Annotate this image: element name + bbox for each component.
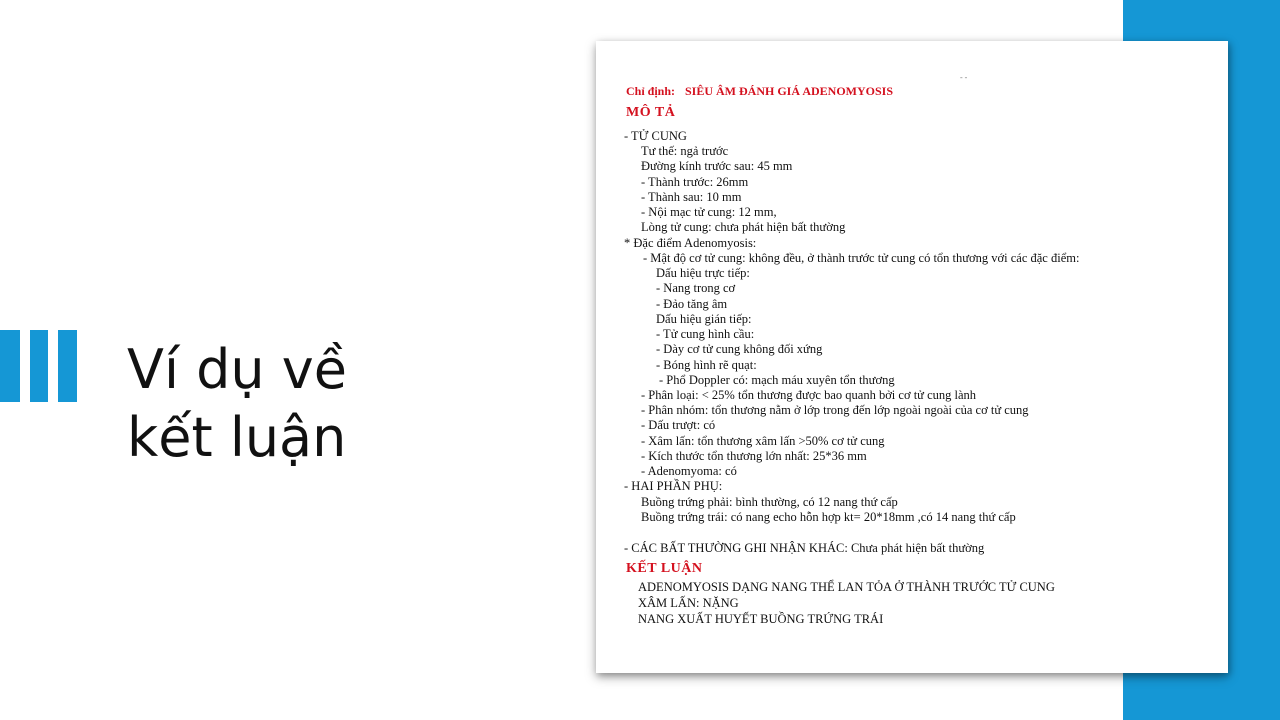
indication-value: SIÊU ÂM ĐÁNH GIÁ ADENOMYOSIS	[685, 84, 894, 98]
scan-mark: - -	[960, 73, 968, 82]
report-line: * Đặc điểm Adenomyosis:	[624, 236, 757, 250]
slide-title-line: kết luận	[127, 406, 347, 469]
indication-label: Chỉ định:	[626, 84, 676, 98]
report-line: Lòng tử cung: chưa phát hiện bất thường	[641, 220, 846, 234]
report-document-image	[596, 41, 1228, 673]
report-line: - Bóng hình rẽ quạt:	[656, 358, 757, 372]
accent-bar	[0, 330, 20, 402]
report-line: - TỬ CUNG	[624, 129, 687, 143]
report-line: - Mật độ cơ tử cung: không đều, ở thành trước tử cung có tổn thương với các đặc điểm:	[643, 251, 1080, 265]
report-line: Tư thế: ngả trước	[641, 144, 729, 158]
report-line: - Dấu trượt: có	[641, 418, 716, 432]
report-line: - Nội mạc tử cung: 12 mm,	[641, 205, 777, 219]
report-line: - Phổ Doppler có: mạch máu xuyên tổn thương	[659, 373, 895, 387]
conclusion-line: ADENOMYOSIS DẠNG NANG THỂ LAN TỎA Ở THÀNH TRƯỚC TỬ CUNG	[638, 580, 1055, 594]
report-line: - Thành trước: 26mm	[641, 175, 749, 189]
report-line: Dấu hiệu gián tiếp:	[656, 312, 752, 326]
report-line: - Phân loại: < 25% tổn thương được bao quanh bởi cơ tử cung lành	[641, 388, 977, 402]
report-line: - Thành sau: 10 mm	[641, 190, 742, 204]
accent-bar	[58, 330, 77, 402]
report-line: - Phân nhóm: tổn thương nằm ở lớp trong đến lớp ngoài ngoài của cơ tử cung	[641, 403, 1029, 417]
accent-bars-decoration	[0, 330, 80, 402]
report-line: Dấu hiệu trực tiếp:	[656, 266, 750, 280]
report-line: - Kích thước tổn thương lớn nhất: 25*36 mm	[641, 449, 867, 463]
conclusion-line: NANG XUẤT HUYẾT BUỒNG TRỨNG TRÁI	[638, 612, 884, 626]
report-line: - Xâm lấn: tổn thương xâm lấn >50% cơ tử cung	[641, 434, 885, 448]
report-line: Đường kính trước sau: 45 mm	[641, 159, 793, 173]
report-line: Buồng trứng phải: bình thường, có 12 nang thứ cấp	[641, 495, 898, 509]
report-line: - Dày cơ tử cung không đối xứng	[656, 342, 823, 356]
conclusion-line: XÂM LẤN: NẶNG	[638, 596, 739, 610]
section-heading-conclusion: KẾT LUẬN	[626, 561, 703, 576]
slide-title-line: Ví dụ về	[127, 338, 347, 401]
slide-title	[127, 336, 347, 472]
report-line: - HAI PHẦN PHỤ:	[624, 479, 723, 493]
section-heading-description: MÔ TẢ	[626, 105, 676, 120]
report-line: - Adenomyoma: có	[641, 464, 737, 478]
report-line: - Nang trong cơ	[656, 281, 736, 295]
report-line: Buồng trứng trái: có nang echo hỗn hợp kt= 20*18mm ,có 14 nang thứ cấp	[641, 510, 1016, 524]
report-line: - Đảo tăng âm	[656, 297, 728, 311]
report-line: - Tử cung hình cầu:	[656, 327, 755, 341]
report-line: - CÁC BẤT THƯỜNG GHI NHẬN KHÁC: Chưa phát hiện bất thường	[624, 541, 985, 555]
accent-bar	[30, 330, 48, 402]
